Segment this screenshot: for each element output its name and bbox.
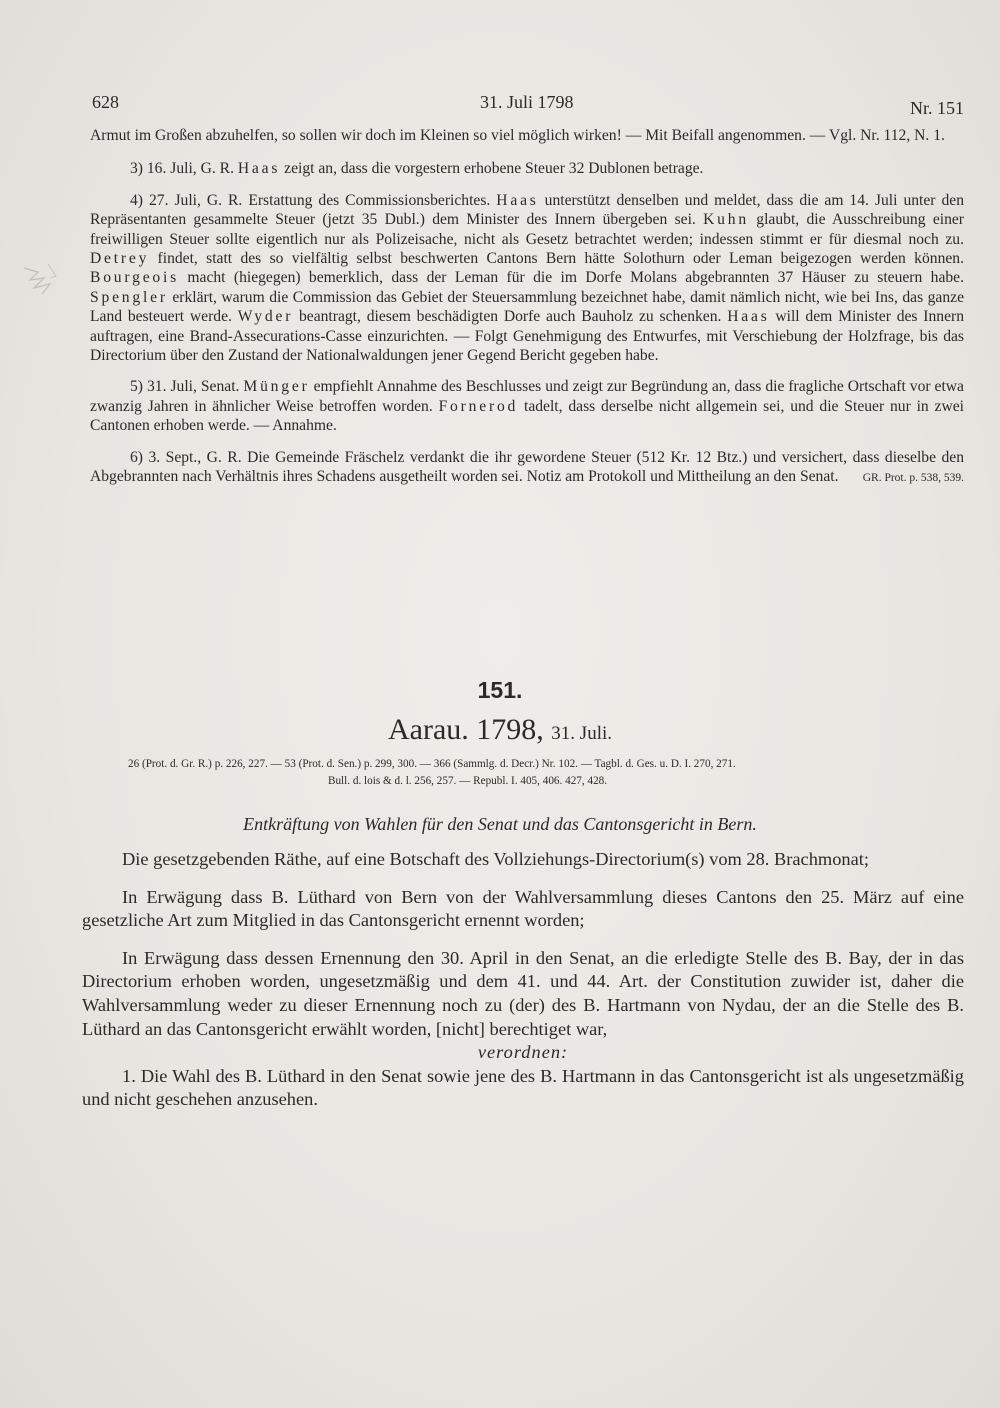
decree-article-1: 1. Die Wahl des B. Lüthard in den Senat sowie jene des B. Hartmann in das Cantonsgericht ist als ungesetzmäßig und nicht geschehen anzusehen. [82,1065,964,1110]
entry-date: 31. Juli. [551,723,612,744]
decree-text [82,848,964,1112]
decree-consideration-1: In Erwägung dass B. Lüthard von Bern von der Wahlversammlung dieses Cantons den 25. März auf eine gesetzliche Art zum Mitglied in das Cantonsgericht ernennt worden; [82,886,964,931]
item-5: 5) 31. Juli, Senat. Münger empfiehlt Annahme des Beschlusses und zeigt zur Begründung an, dass die fragliche Ortschaft vor etwa zwanzig Jahren in ähnlicher Weise betroffen worden. Fornerod tadelt, dass derselbe nicht allgemein sei, und die Steuer nur in zwei Cantonen erhoben werde. — Annahme. [90,378,964,435]
continuation-text [90,126,964,488]
entry-heading [0,710,1000,754]
entry-number: 151. [477,677,523,703]
entry-place: Aarau. [388,713,469,746]
entry-year: 1798, [476,713,544,746]
protocol-reference: GR. Prot. p. 538, 539. [862,471,964,484]
speaker-name: Fornerod [438,397,519,415]
speaker-name: Spengler [90,288,168,306]
speaker-name: Haas [496,191,539,209]
ink-smudge-mark [20,258,62,298]
decree-verordnen: verordnen: [477,1042,569,1063]
speaker-name: Haas [727,308,770,326]
entry-subtitle: Entkräftung von Wahlen für den Senat und das Cantonsgericht in Bern. [243,814,757,834]
speaker-name: Haas [237,160,281,178]
speaker-name: Bourgeois [90,269,180,287]
item-3: 3) 16. Juli, G. R. Haas zeigt an, dass die vorgestern erhobene Steuer 32 Dublonen betrage. [130,160,704,178]
paragraph-continuation: Armut im Großen abzuhelfen, so sollen wir doch im Kleinen so viel möglich wirken! — Mit Beifall angenommen. — Vgl. Nr. 112, N. 1. [90,127,945,144]
source-references [128,756,948,789]
sources-line-1: 26 (Prot. d. Gr. R.) p. 226, 227. — 53 (Prot. d. Sen.) p. 299, 300. — 366 (Sammlg. d. Decr.) Nr. 102. — Tagbl. d. Ges. u. D. I. 270, 271. [128,758,736,770]
speaker-name: Detrey [90,250,150,268]
sources-line-2: Bull. d. lois & d. l. 256, 257. — Republ. I. 405, 406. 427, 428. [328,774,608,787]
item-6: 6) 3. Sept., G. R. Die Gemeinde Fräschelz verdankt die ihr gewordene Steuer (512 Kr. 12 Btz.) und versichert, dass dieselbe den Abgebrannten nach Verhältnis ihres Schadens ausgetheilt worden sei. Notiz am Protokoll und Mittheilung an den Senat. [90,448,964,486]
decree-consideration-2: In Erwägung dass dessen Ernennung den 30. April in den Senat, an die erledigte Stelle des B. Bay, der in das Directorium erhoben worden, ungesetzmäßig und dem 41. und 44. Art. der Constitution zuwider ist, daher die Wahlversammlung weder zu dieser Ernennung noch zu (der) des B. Hartmann von Nydau, der an die Stelle des B. Lüthard an das Cantonsgericht erwählt worden, [nicht] berechtiget war, [82,947,964,1039]
speaker-name: Wyder [237,308,294,326]
header-date: 31. Juli 1798 [480,92,574,112]
item-4: 4) 27. Juli, G. R. Erstattung des Commissionsberichtes. Haas unterstützt denselben und meldet, dass die am 14. Juli unter den Repräsentanten gesammelte Steuer (jetzt 35 Dubl.) dem Minister des Innern übergeben sei. Kuhn glaubt, die Ausschreibung einer freiwilligen Steuer sollte eigentlich nur als Polizeisache, nicht als Gesetz betrachtet werden; indessen stimmt er für diesmal noch zu. Detrey findet, statt des so vielfältig selbst beschwerten Cantons Bern hätte Solothurn oder Leman beigezogen werden können. Bourgeois macht (hiegegen) bemerklich, dass der Leman für die im Dorfe Molans abgebrannten 37 Häuser zu steuern habe. Spengler erklärt, warum die Commission das Gebiet der Steuersammlung bezeichnet habe, damit nämlich nicht, wie bei Ins, das ganze Land besteuert werde. Wyder beantragt, diesem beschädigten Dorfe auch Bauholz zu schenken. Haas will dem Minister des Innern auftragen, eine Brand-Assecurations-Casse einzurichten. — Folgt Genehmigung des Entwurfes, mit Verschiebung der Holzfrage, bis das Directorium über den Zustand der Nationalwaldungen jener Gegend Bericht gegeben habe. [90,191,965,365]
header-section-number: Nr. 151 [910,98,964,118]
page-header [92,92,964,122]
speaker-name: Kuhn [703,211,749,229]
decree-preamble: Die gesetzgebenden Räthe, auf eine Botschaft des Vollziehungs-Directorium(s) vom 28. Brachmonat; [122,849,869,869]
speaker-name: Münger [243,378,310,396]
page-number: 628 [92,92,119,112]
